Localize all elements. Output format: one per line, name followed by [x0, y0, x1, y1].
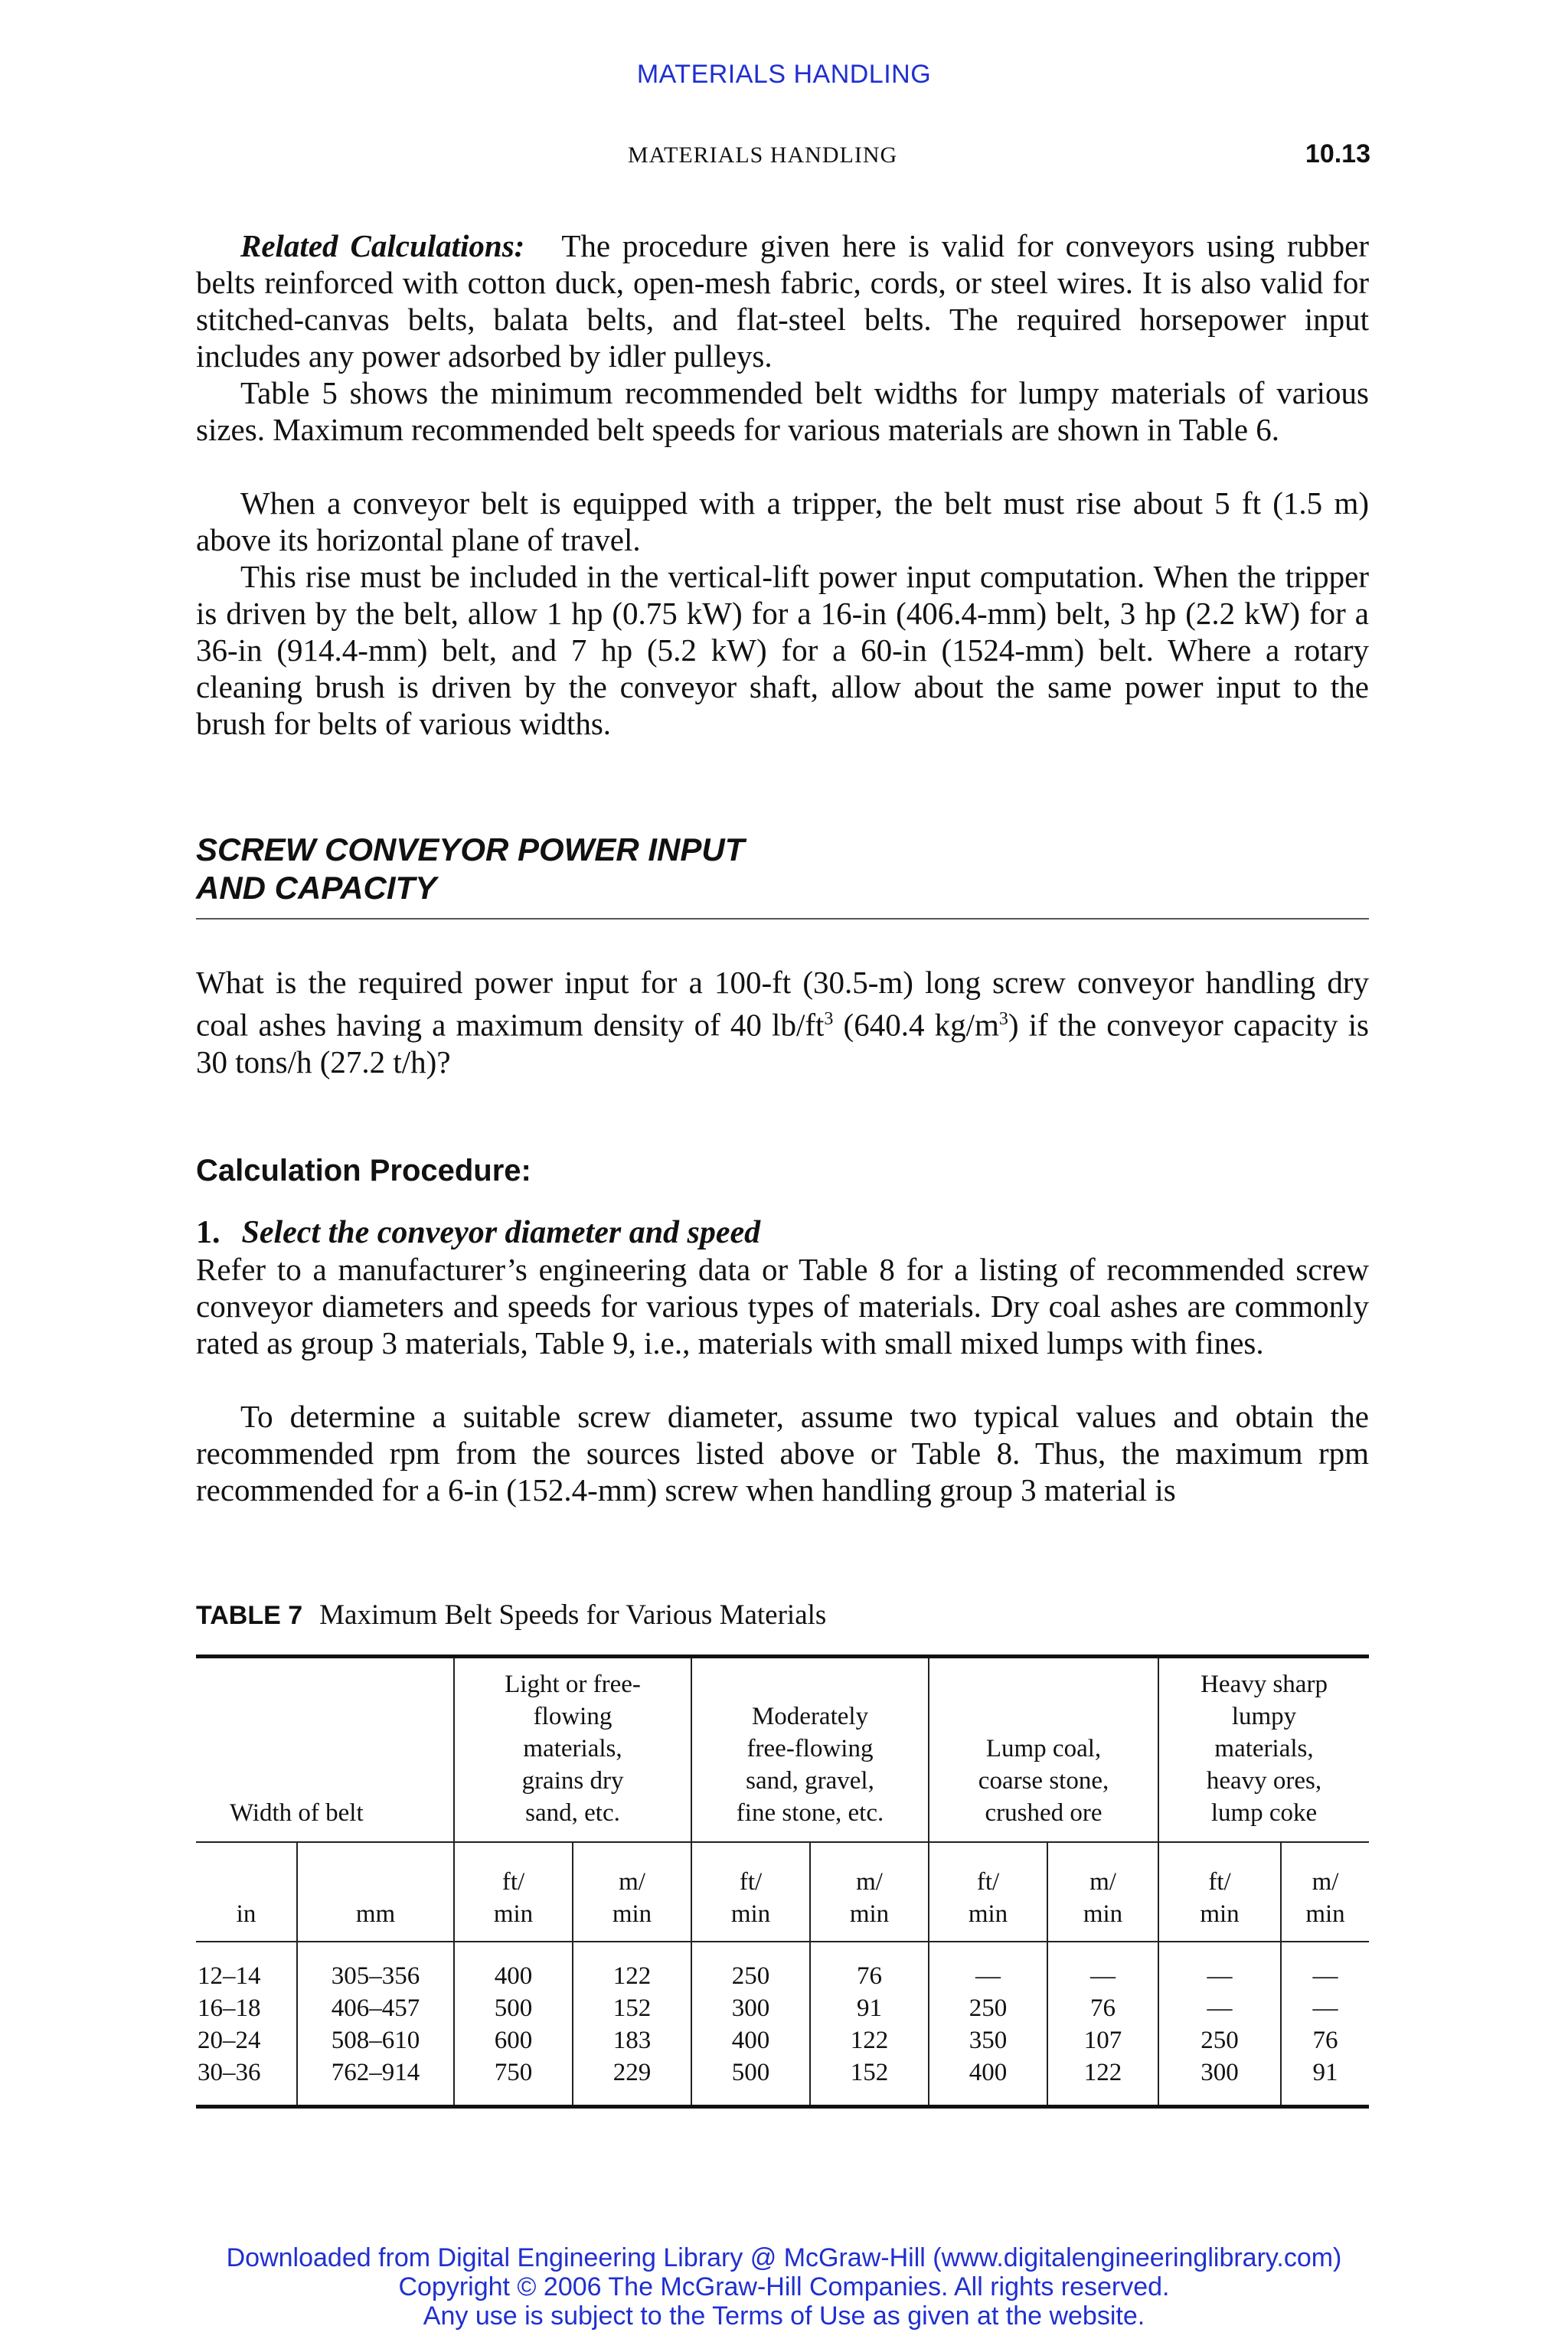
cell-speed: 250: [929, 1992, 1047, 2024]
header-line: sand, gravel,: [746, 1766, 874, 1795]
problem-text-a: What is the required power input for a 100-ft (30.5-m) long screw conveyor handling dry coal ashes having a maximum density of 40 lb/ft: [196, 965, 1369, 1043]
unit-line: min: [1200, 1900, 1240, 1928]
header-line: Lump coal,: [985, 1734, 1102, 1762]
step-number: 1.: [196, 1215, 220, 1250]
unit-line: m/: [856, 1867, 883, 1896]
cell-speed: 122: [810, 2024, 929, 2056]
unit-line: min: [968, 1900, 1008, 1928]
cell-speed: 250: [691, 1960, 810, 1992]
unit-ft-min: [1158, 1842, 1281, 1942]
cell-speed: 400: [691, 2024, 810, 2056]
cell-speed: 76: [1047, 1992, 1158, 2024]
unit-ft-min: [691, 1842, 810, 1942]
header-line: lump coke: [1210, 1798, 1318, 1827]
header-line: fine stone, etc.: [736, 1798, 884, 1827]
step-1-heading: [196, 1214, 760, 1251]
problem-text-b: (640.4 kg/m: [833, 1007, 999, 1043]
cell-width-in: 30–36: [198, 2058, 261, 2086]
problem-text-c: ) if the conveyor capacity is 30 tons/h (27.2 t/h)?: [196, 1007, 1370, 1080]
unit-line: m/: [1312, 1867, 1339, 1896]
lump-coal-header: [929, 1657, 1158, 1842]
unit-line: min: [493, 1900, 534, 1928]
unit-line: ft/: [976, 1867, 1000, 1896]
unit-line: ft/: [1208, 1867, 1231, 1896]
cell-speed: 122: [573, 1960, 691, 1992]
related-paragraph-2: Table 5 shows the minimum recommended belt widths for lumpy materials of various sizes. Maximum recommended belt speeds for various materials are shown in Table 6.: [196, 375, 1369, 447]
header-line: crushed ore: [985, 1798, 1102, 1827]
cell-speed: —: [1281, 1960, 1369, 1992]
unit-line: m/: [1089, 1867, 1116, 1896]
footer-terms-link[interactable]: Any use is subject to the Terms of Use as given at the website.: [423, 2301, 1145, 2331]
table-7-caption: [196, 1599, 826, 1632]
unit-in: in: [236, 1900, 256, 1928]
cell-speed: 107: [1047, 2024, 1158, 2056]
unit-line: min: [1305, 1900, 1345, 1928]
header-line: Light or free-: [505, 1670, 641, 1698]
table-row: [196, 1992, 1369, 2024]
table-row: [196, 1960, 1369, 1992]
superscript-cubic-2: 3: [998, 1009, 1008, 1029]
cell-speed: 152: [573, 1992, 691, 2024]
cell-speed: 183: [573, 2024, 691, 2056]
belt-speed-table: [196, 1655, 1369, 2109]
related-paragraph-4: This rise must be included in the vertical-lift power input computation. When the tripper is driven by the belt, allow 1 hp (0.75 kW) for a 16-in (406.4-mm) belt, 3 hp (2.2 kW) for a 36-in (914.4-mm) belt, and 7 hp (5.2 kW) for a 60-in (1524-mm) belt. Where a rotary cleaning brush is driven by the conveyor shaft, allow about the same power input to the brush for belts of various widths.: [196, 559, 1369, 741]
cell-width-mm: 508–610: [297, 2024, 454, 2056]
unit-line: ft/: [739, 1867, 763, 1896]
header-line: Heavy sharp: [1200, 1670, 1328, 1698]
table-title: Maximum Belt Speeds for Various Materials: [319, 1599, 827, 1631]
footer-copyright: Copyright © 2006 The McGraw-Hill Companies. All rights reserved.: [398, 2272, 1170, 2301]
cell-speed: 750: [454, 2056, 573, 2089]
cell-speed: 400: [929, 2056, 1047, 2089]
cell-speed: 500: [691, 2056, 810, 2089]
section-title-line-1: SCREW CONVEYOR POWER INPUT: [196, 831, 745, 867]
width-of-belt-header: Width of belt: [196, 1657, 454, 1842]
cell-speed: —: [1158, 1960, 1281, 1992]
cell-width-in: 12–14: [198, 1962, 261, 1990]
header-line: flowing: [533, 1702, 612, 1730]
top-banner-link[interactable]: MATERIALS HANDLING: [636, 60, 932, 89]
problem-statement: [196, 964, 1369, 1080]
step-1-paragraph-2: To determine a suitable screw diameter, assume two typical values and obtain the recommended rpm from the sources listed above or Table 8. Thus, the maximum rpm recommended for a 6-in (152.4-mm) screw when handling group 3 material is: [196, 1399, 1369, 1508]
unit-mm: mm: [297, 1842, 454, 1942]
cell-speed: —: [1281, 1992, 1369, 2024]
cell-speed: 600: [454, 2024, 573, 2056]
unit-line: m/: [619, 1867, 645, 1896]
unit-ft-min: [454, 1842, 573, 1942]
unit-line: min: [1083, 1900, 1123, 1928]
header-line: heavy ores,: [1206, 1766, 1322, 1795]
cell-speed: 122: [1047, 2056, 1158, 2089]
superscript-cubic-1: 3: [824, 1009, 834, 1029]
step-title: Select the conveyor diameter and speed: [241, 1215, 761, 1250]
cell-speed: 500: [454, 1992, 573, 2024]
section-divider: [196, 918, 1369, 920]
cell-speed: —: [929, 1960, 1047, 1992]
cell-width-mm: 406–457: [297, 1992, 454, 2024]
cell-speed: 400: [454, 1960, 573, 1992]
cell-speed: 91: [1281, 2056, 1369, 2089]
cell-speed: 76: [810, 1960, 929, 1992]
header-line: free-flowing: [746, 1734, 874, 1762]
cell-speed: 229: [573, 2056, 691, 2089]
cell-width-in: 20–24: [198, 2026, 261, 2054]
related-paragraph-3: When a conveyor belt is equipped with a tripper, the belt must rise about 5 ft (1.5 m) above its horizontal plane of travel.: [196, 485, 1369, 557]
light-materials-header: [454, 1657, 691, 1842]
unit-line: min: [849, 1900, 890, 1928]
cell-speed: 76: [1281, 2024, 1369, 2056]
cell-speed: 91: [810, 1992, 929, 2024]
section-title: [196, 831, 1369, 907]
unit-m-min: [573, 1842, 691, 1942]
unit-ft-min: [929, 1842, 1047, 1942]
cell-speed: 300: [691, 1992, 810, 2024]
header-line: lumpy: [1231, 1702, 1297, 1730]
cell-speed: 152: [810, 2056, 929, 2089]
header-line: grains dry: [521, 1766, 624, 1795]
calculation-procedure-heading: Calculation Procedure:: [196, 1154, 531, 1187]
unit-line: ft/: [501, 1867, 525, 1896]
step-1-paragraph-1: Refer to a manufacturer’s engineering data or Table 8 for a listing of recommended screw conveyor diameters and speeds for various types of materials. Dry coal ashes are commonly rated as group 3 materials, Table 9, i.e., materials with small mixed lumps with fines.: [196, 1252, 1369, 1361]
moderate-materials-header: [691, 1657, 929, 1842]
heavy-materials-header: [1158, 1657, 1369, 1842]
related-text-1: The procedure given here is valid for conveyors using rubber belts reinforced with cotton duck, open-mesh fabric, cords, or steel wires. It is also valid for stitched-canvas belts, balata belts, and flat-steel belts. The required horsepower input includes any power adsorbed by idler pulleys.: [196, 228, 1369, 374]
header-line: sand, etc.: [525, 1798, 620, 1827]
cell-speed: 250: [1158, 2024, 1281, 2056]
running-head: MATERIALS HANDLING: [628, 142, 898, 168]
cell-width-in: 16–18: [198, 1994, 261, 2022]
unit-m-min: [1281, 1842, 1369, 1942]
page-footer: [0, 2243, 1568, 2331]
cell-speed: —: [1047, 1960, 1158, 1992]
table-label: TABLE 7: [196, 1601, 303, 1630]
section-title-line-2: AND CAPACITY: [196, 870, 437, 906]
cell-speed: 350: [929, 2024, 1047, 2056]
related-paragraph-1: [196, 227, 1369, 374]
cell-speed: —: [1158, 1992, 1281, 2024]
cell-width-mm: 762–914: [297, 2056, 454, 2089]
page-number: 10.13: [1305, 139, 1370, 168]
cell-width-mm: 305–356: [297, 1960, 454, 1992]
header-line: coarse stone,: [978, 1766, 1109, 1795]
related-label: Related Calculations:: [240, 228, 525, 263]
unit-line: min: [612, 1900, 652, 1928]
cell-speed: 300: [1158, 2056, 1281, 2089]
footer-download-link[interactable]: Downloaded from Digital Engineering Library @ McGraw-Hill (www.digitalengineeringlibrary.com): [226, 2243, 1342, 2272]
header-line: materials,: [1214, 1734, 1314, 1762]
table-row: [196, 2056, 1369, 2089]
unit-m-min: [1047, 1842, 1158, 1942]
table-row: [196, 2024, 1369, 2056]
header-line: Moderately: [751, 1702, 869, 1730]
header-line: materials,: [523, 1734, 622, 1762]
unit-line: min: [730, 1900, 771, 1928]
unit-m-min: [810, 1842, 929, 1942]
